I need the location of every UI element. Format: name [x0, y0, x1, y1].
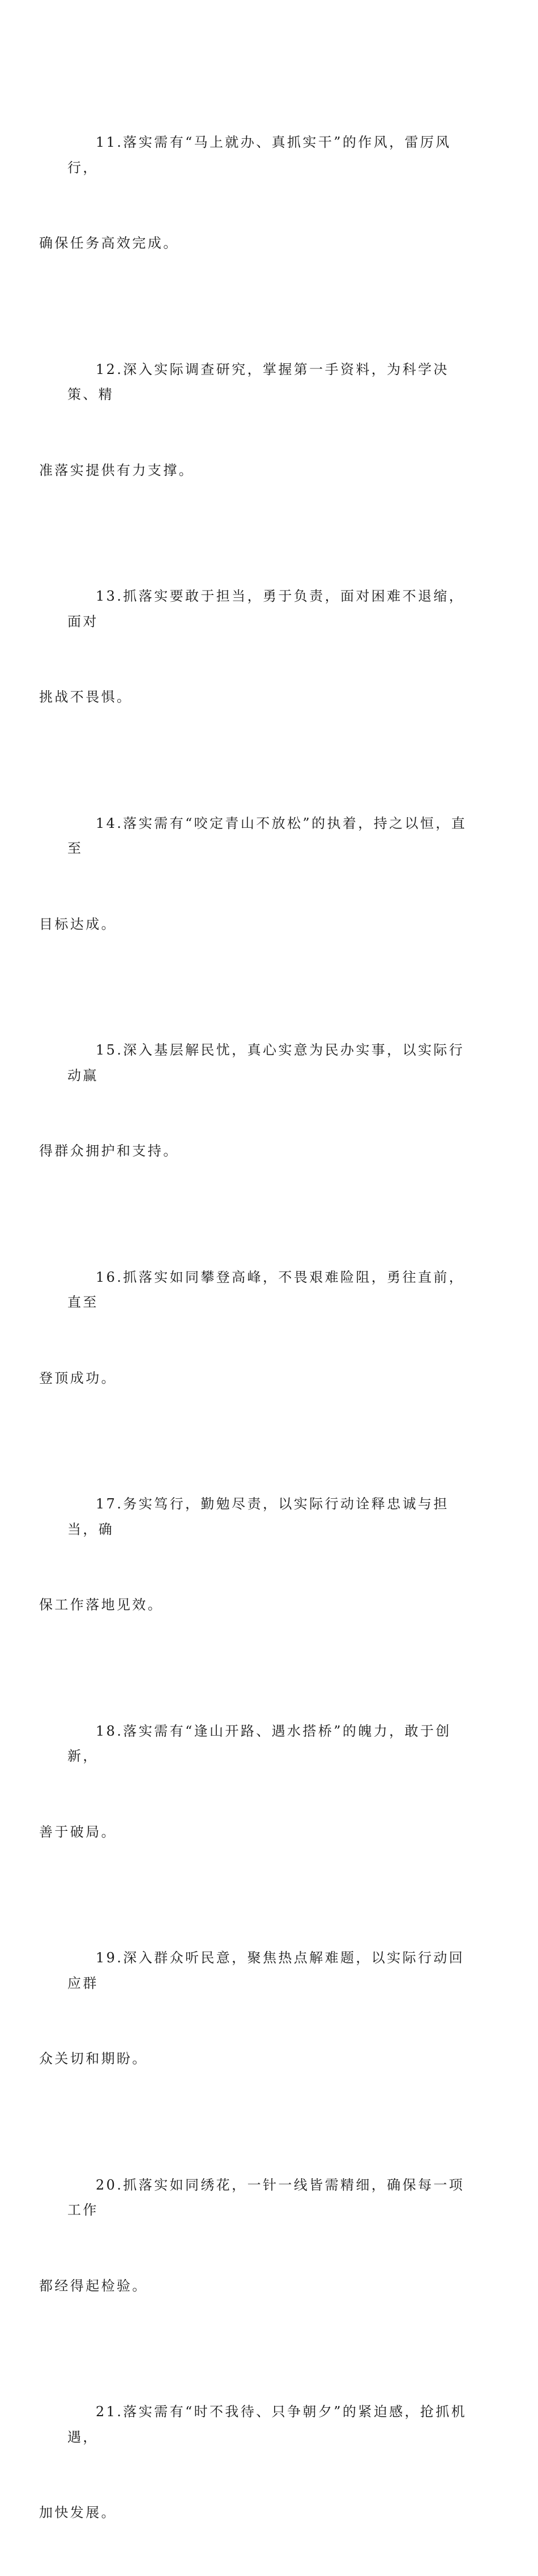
paragraph-line: 善于破局。 [39, 1823, 117, 1840]
paragraph-line: 14.落实需有“咬定青山不放松”的执着，持之以恒，直至 [67, 815, 467, 856]
paragraph-line: 13.抓落实要敢于担当，勇于负责，面对困难不退缩，面对 [67, 588, 465, 630]
paragraph-line: 都经得起检验。 [39, 2277, 148, 2294]
paragraph-19 [39, 1895, 475, 2122]
paragraph-line: 挑战不畏惧。 [39, 689, 133, 705]
paragraph-line: 18.落实需有“逢山开路、遇水搭桥”的魄力，敢于创新， [67, 1723, 451, 1764]
paragraph-11 [39, 79, 475, 307]
paragraph-line: 众关切和期盼。 [39, 2051, 148, 2067]
paragraph-line: 20.抓落实如同绣花，一针一线皆需精细，确保每一项工作 [67, 2177, 465, 2218]
paragraph-14 [39, 760, 475, 988]
paragraph-18 [39, 1668, 475, 1895]
paragraph-line: 登顶成功。 [39, 1370, 117, 1386]
paragraph-line: 11.落实需有“马上就办、真抓实干”的作风，雷厉风行， [67, 134, 451, 176]
paragraph-line: 15.深入基层解民忧，真心实意为民办实事，以实际行动赢 [67, 1042, 465, 1083]
paragraph-line: 21.落实需有“时不我待、只争朝夕”的紧迫感，抢抓机遇， [67, 2404, 467, 2445]
paragraph-21 [39, 2349, 475, 2576]
paragraph-12 [39, 307, 475, 534]
paragraph-line: 17.务实笃行，勤勉尽责，以实际行动诠释忠诚与担当，确 [67, 1496, 449, 1537]
paragraph-line: 12.深入实际调查研究，掌握第一手资料，为科学决策、精 [67, 361, 449, 402]
document-body [39, 79, 475, 2576]
paragraph-15 [39, 987, 475, 1214]
paragraph-line: 保工作落地见效。 [39, 1597, 164, 1613]
paragraph-line: 得群众拥护和支持。 [39, 1143, 179, 1159]
paragraph-17 [39, 1441, 475, 1668]
paragraph-13 [39, 533, 475, 760]
paragraph-line: 目标达成。 [39, 916, 117, 932]
paragraph-16 [39, 1214, 475, 1442]
paragraph-line: 19.深入群众听民意，聚焦热点解难题，以实际行动回应群 [67, 1950, 465, 1991]
paragraph-20 [39, 2122, 475, 2349]
paragraph-line: 16.抓落实如同攀登高峰，不畏艰难险阻，勇往直前，直至 [67, 1269, 465, 1310]
paragraph-line: 加快发展。 [39, 2505, 117, 2520]
paragraph-line: 准落实提供有力支撑。 [39, 462, 194, 478]
paragraph-line: 确保任务高效完成。 [39, 235, 179, 251]
